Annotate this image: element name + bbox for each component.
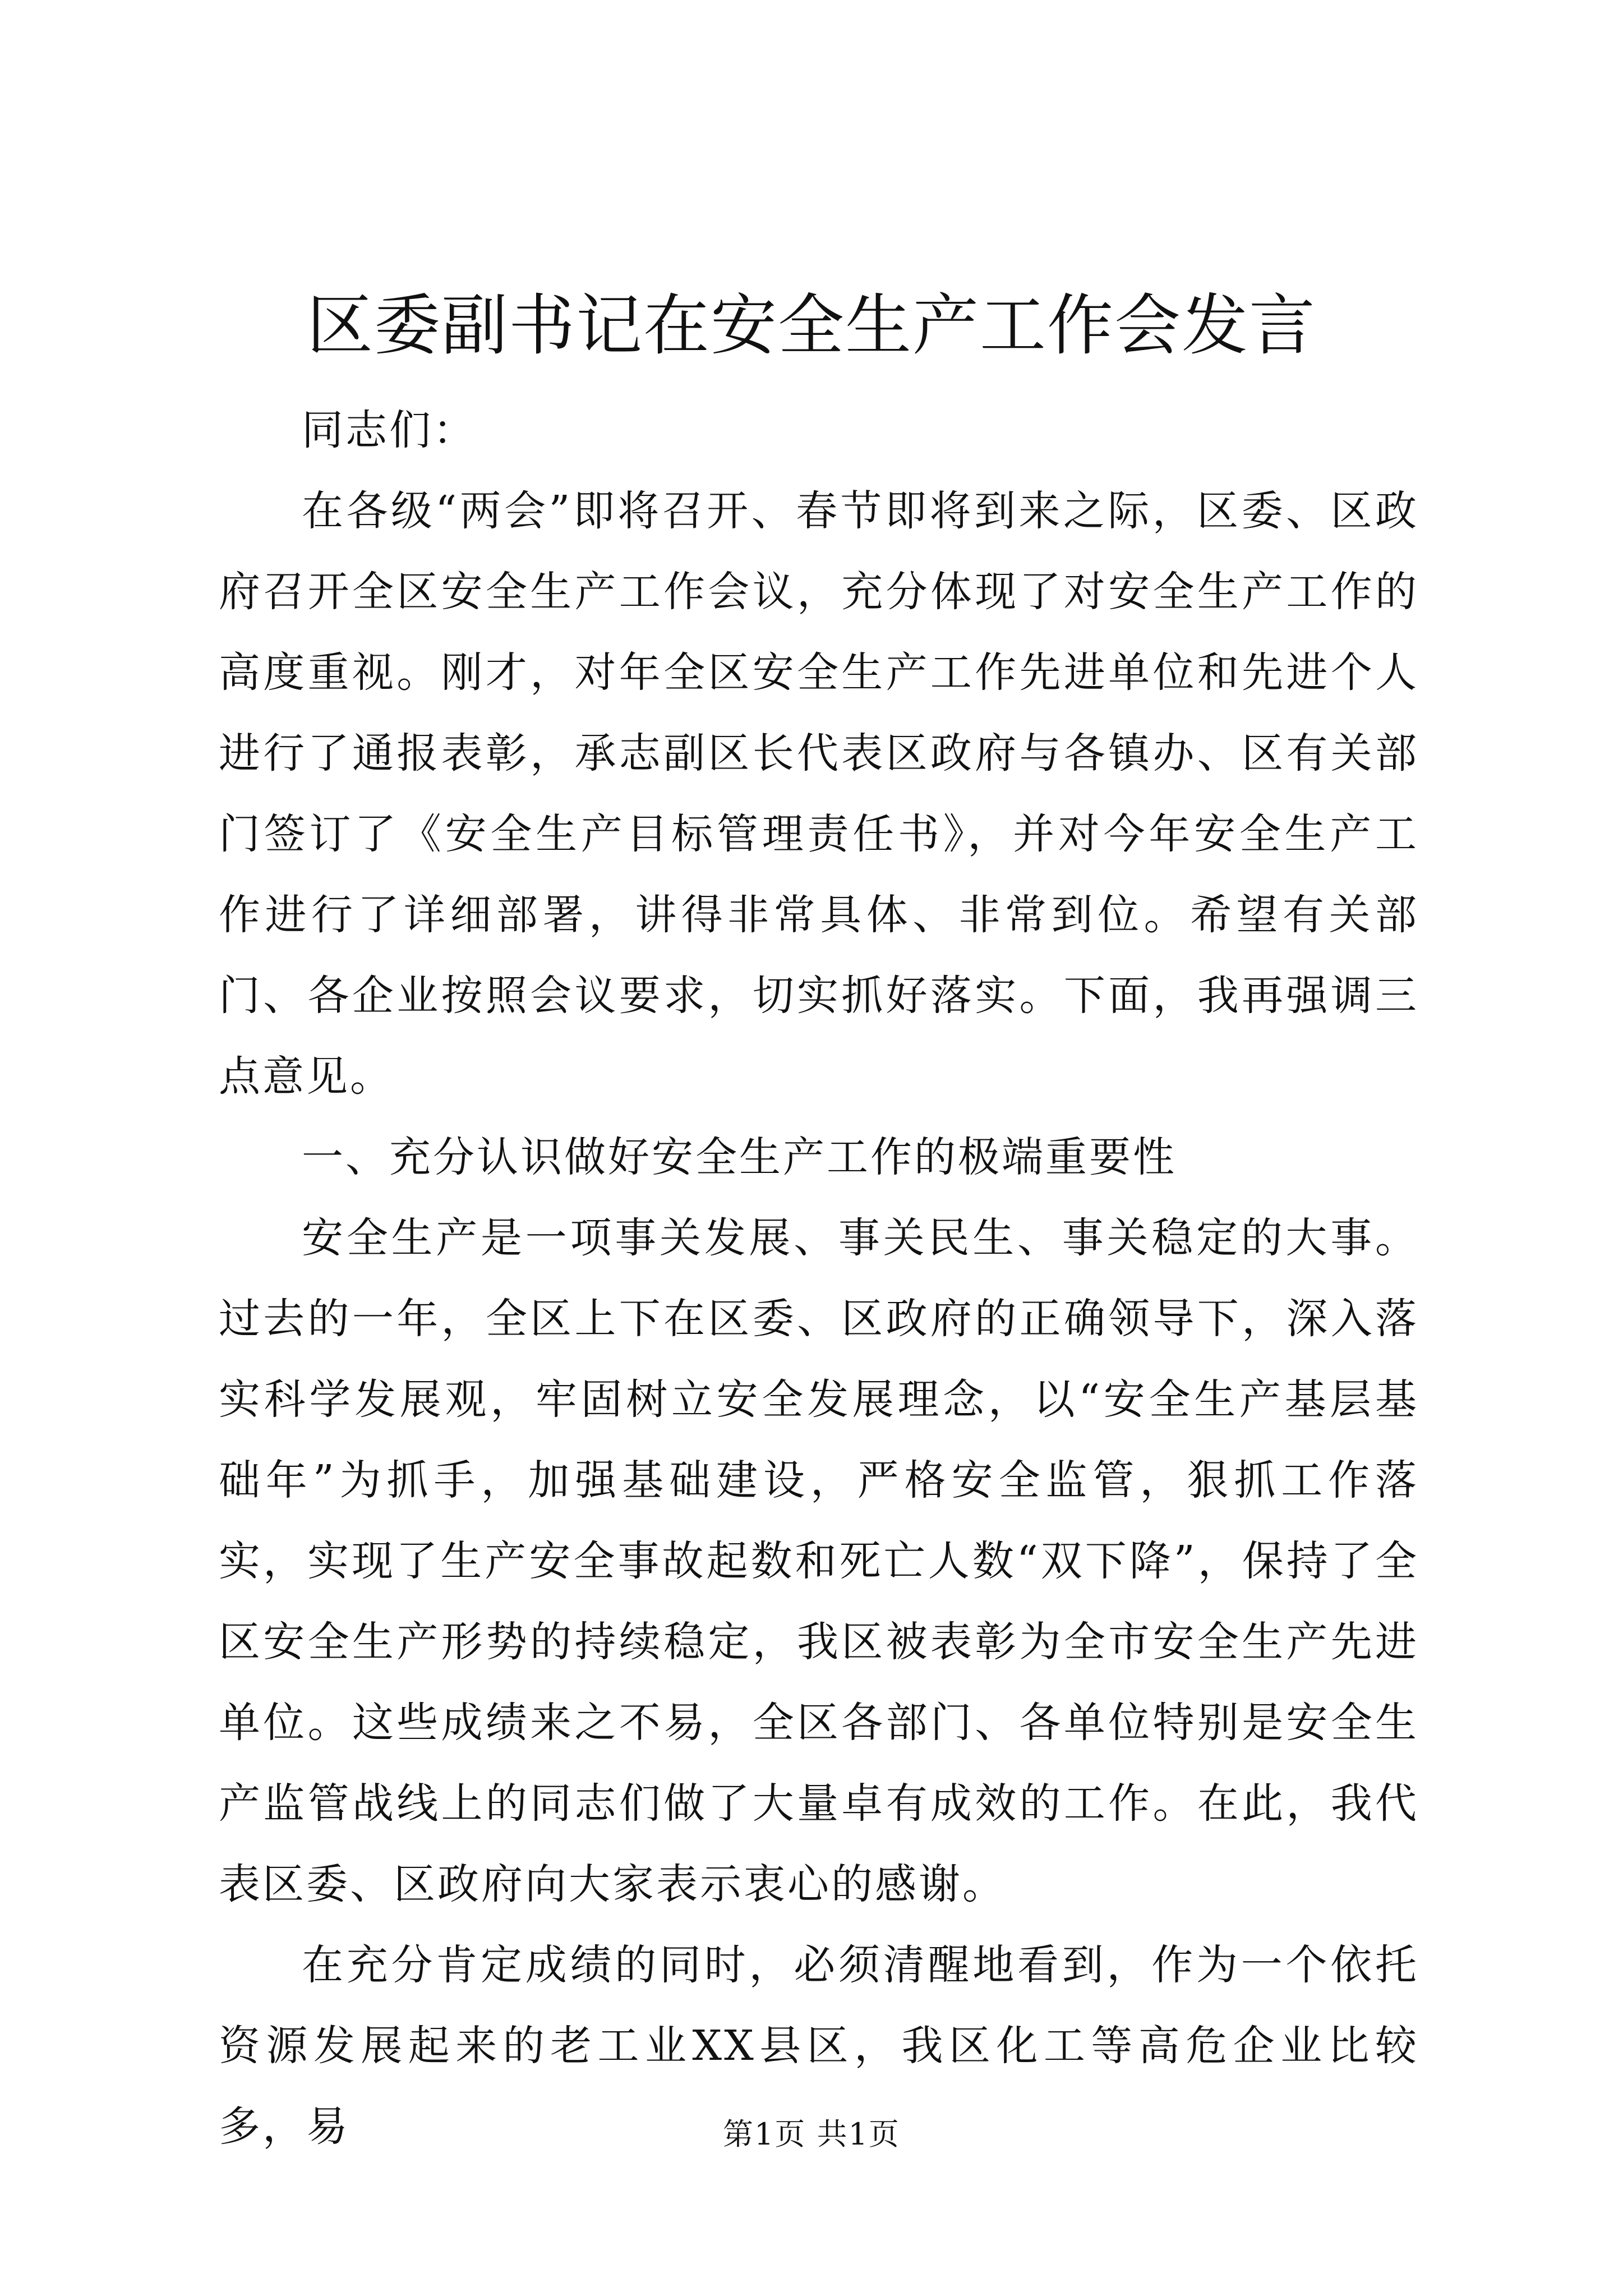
document-body (219, 390, 1419, 2167)
paragraph-intro: 在各级“两会”即将召开、春节即将到来之际，区委、区政府召开全区安全生产工作会议，充分体现了对安全生产工作的高度重视。刚才，对年全区安全生产工作先进单位和先进个人进行了通报表彰，承志副区长代表区政府与各镇办、区有关部门签订了《安全生产目标管理责任书》，并对今年安全生产工作进行了详细部署，讲得非常具体、非常到位。希望有关部门、各企业按照会议要求，切实抓好落实。下面，我再强调三点意见。 (219, 487, 1419, 1101)
salutation: 同志们： (302, 406, 477, 454)
page-footer: 第1页 共1页 (723, 2116, 900, 2152)
document-title: 区委副书记在安全生产工作会发言 (306, 287, 1316, 364)
paragraph-challenges: 在充分肯定成绩的同时，必须清醒地看到，作为一个依托资源发展起来的老工业XX县区，我区化工等高危企业比较多，易 (219, 1941, 1419, 2151)
paragraph-achievements: 安全生产是一项事关发展、事关民生、事关稳定的大事。过去的一年，全区上下在区委、区政府的正确领导下，深入落实科学发展观，牢固树立安全发展理念，以“安全生产基层基础年”为抓手，加强基础建设，严格安全监管，狠抓工作落实，实现了生产安全事故起数和死亡人数“双下降”，保持了全区安全生产形势的持续稳定，我区被表彰为全市安全生产先进单位。这些成绩来之不易，全区各部门、各单位特别是安全生产监管战线上的同志们做了大量卓有成效的工作。在此，我代表区委、区政府向大家表示衷心的感谢。 (219, 1214, 1419, 1908)
section-heading: 一、充分认识做好安全生产工作的极端重要性 (302, 1133, 1177, 1181)
